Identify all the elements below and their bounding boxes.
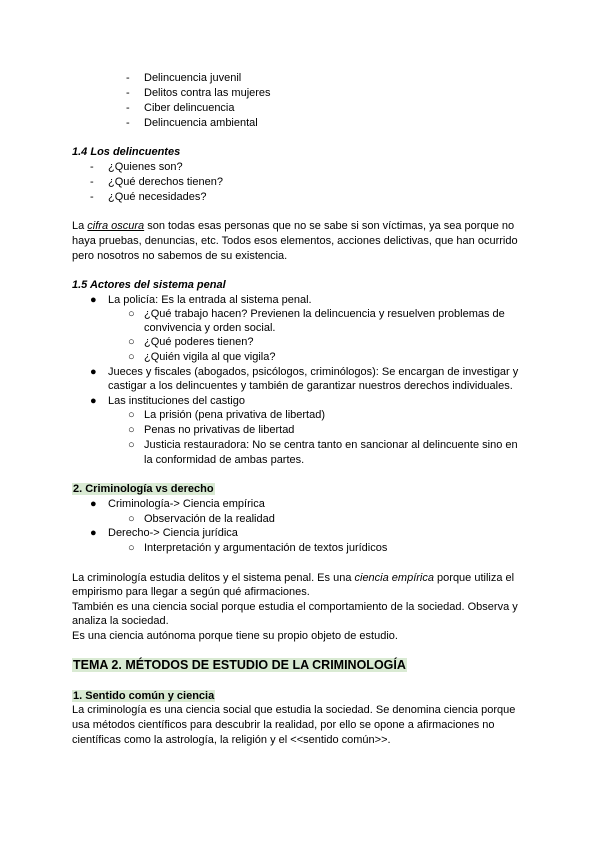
paragraph-line: empirismo para llegar a según qué afirmaciones. [72, 586, 310, 598]
list-item: Justicia restauradora: No se centra tanto en sancionar al delincuente sino en [144, 439, 518, 451]
paragraph-line: analiza la sociedad. [72, 615, 169, 627]
paragraph-line: científicas como la astrología, la religión y el <<sentido común>>. [72, 734, 391, 746]
bullet-marker: ● [90, 366, 97, 378]
list-item-cont: convivencia y orden social. [144, 322, 276, 334]
cifra-oscura-term: cifra oscura [87, 220, 145, 232]
list-item: La policía: Es la entrada al sistema penal. [108, 294, 312, 306]
list-item: Interpretación y argumentación de textos jurídicos [144, 542, 388, 554]
list-item: Delincuencia juvenil [144, 72, 242, 84]
list-item: Criminología-> Ciencia empírica [108, 498, 265, 510]
list-item: Observación de la realidad [144, 513, 275, 525]
circle-marker: ○ [128, 351, 135, 363]
list-item: Derecho-> Ciencia jurídica [108, 527, 238, 539]
list-item: Delitos contra las mujeres [144, 87, 271, 99]
list-item: Las instituciones del castigo [108, 395, 245, 407]
circle-marker: ○ [128, 424, 135, 436]
paragraph-line: Es una ciencia autónoma porque tiene su propio objeto de estudio. [72, 630, 398, 642]
paragraph-line: La criminología es una ciencia social que estudia la sociedad. Se denomina ciencia porque [72, 704, 516, 716]
list-item: ¿Qué derechos tienen? [108, 176, 223, 188]
bullet-marker: ● [90, 498, 97, 510]
paragraph-line: haya pruebas, denuncias, etc. Todos esos elementos, acciones delictivas, que han ocurrido [72, 235, 518, 247]
circle-marker: ○ [128, 542, 135, 554]
dash-marker: - [126, 102, 130, 114]
section-heading: 2. Criminología vs derecho [73, 483, 214, 495]
bullet-marker: ● [90, 527, 97, 539]
section-heading: 1.5 Actores del sistema penal [72, 279, 226, 291]
paragraph-line: También es una ciencia social porque estudia el comportamiento de la sociedad. Observa y [72, 601, 518, 613]
circle-marker: ○ [128, 439, 135, 451]
dash-marker: - [90, 161, 94, 173]
circle-marker: ○ [128, 308, 135, 320]
list-item: ¿Qué necesidades? [108, 191, 207, 203]
list-item-cont: la conformidad de ambas partes. [144, 454, 305, 466]
list-item: Ciber delincuencia [144, 102, 235, 114]
ciencia-empirica-term: ciencia empírica [354, 572, 434, 584]
list-item: ¿Qué poderes tienen? [144, 336, 254, 348]
circle-marker: ○ [128, 336, 135, 348]
dash-marker: - [126, 87, 130, 99]
list-item: ¿Quién vigila al que vigila? [144, 351, 276, 363]
bullet-marker: ● [90, 294, 97, 306]
dash-marker: - [126, 72, 130, 84]
dash-marker: - [90, 176, 94, 188]
list-item: ¿Qué trabajo hacen? Previenen la delincuencia y resuelven problemas de [144, 308, 505, 320]
list-item-cont: castigar a los delincuentes y también de garantizar nuestros derechos individuales. [108, 380, 513, 392]
paragraph-line: La criminología estudia delitos y el sistema penal. Es una ciencia empírica porque utiliza el [72, 572, 515, 584]
paragraph-line: usa métodos científicos para descubrir la realidad, por ello se opone a afirmaciones no [72, 719, 495, 731]
dash-marker: - [126, 117, 130, 129]
dash-marker: - [90, 191, 94, 203]
list-item: Jueces y fiscales (abogados, psicólogos, criminólogos): Se encargan de investigar y [108, 366, 519, 378]
bullet-marker: ● [90, 395, 97, 407]
section-heading: 1. Sentido común y ciencia [73, 690, 215, 702]
list-item: Delincuencia ambiental [144, 117, 258, 129]
paragraph-line: La cifra oscura son todas esas personas que no se sabe si son víctimas, ya sea porque no [72, 220, 515, 232]
paragraph-line: pero nosotros no sabemos de su existencia. [72, 250, 288, 262]
list-item: ¿Quienes son? [108, 161, 183, 173]
section-heading: 1.4 Los delincuentes [72, 146, 181, 158]
list-item: La prisión (pena privativa de libertad) [144, 409, 325, 421]
list-item: Penas no privativas de libertad [144, 424, 295, 436]
circle-marker: ○ [128, 409, 135, 421]
circle-marker: ○ [128, 513, 135, 525]
chapter-title: TEMA 2. MÉTODOS DE ESTUDIO DE LA CRIMINOLOGÍA [73, 658, 406, 672]
